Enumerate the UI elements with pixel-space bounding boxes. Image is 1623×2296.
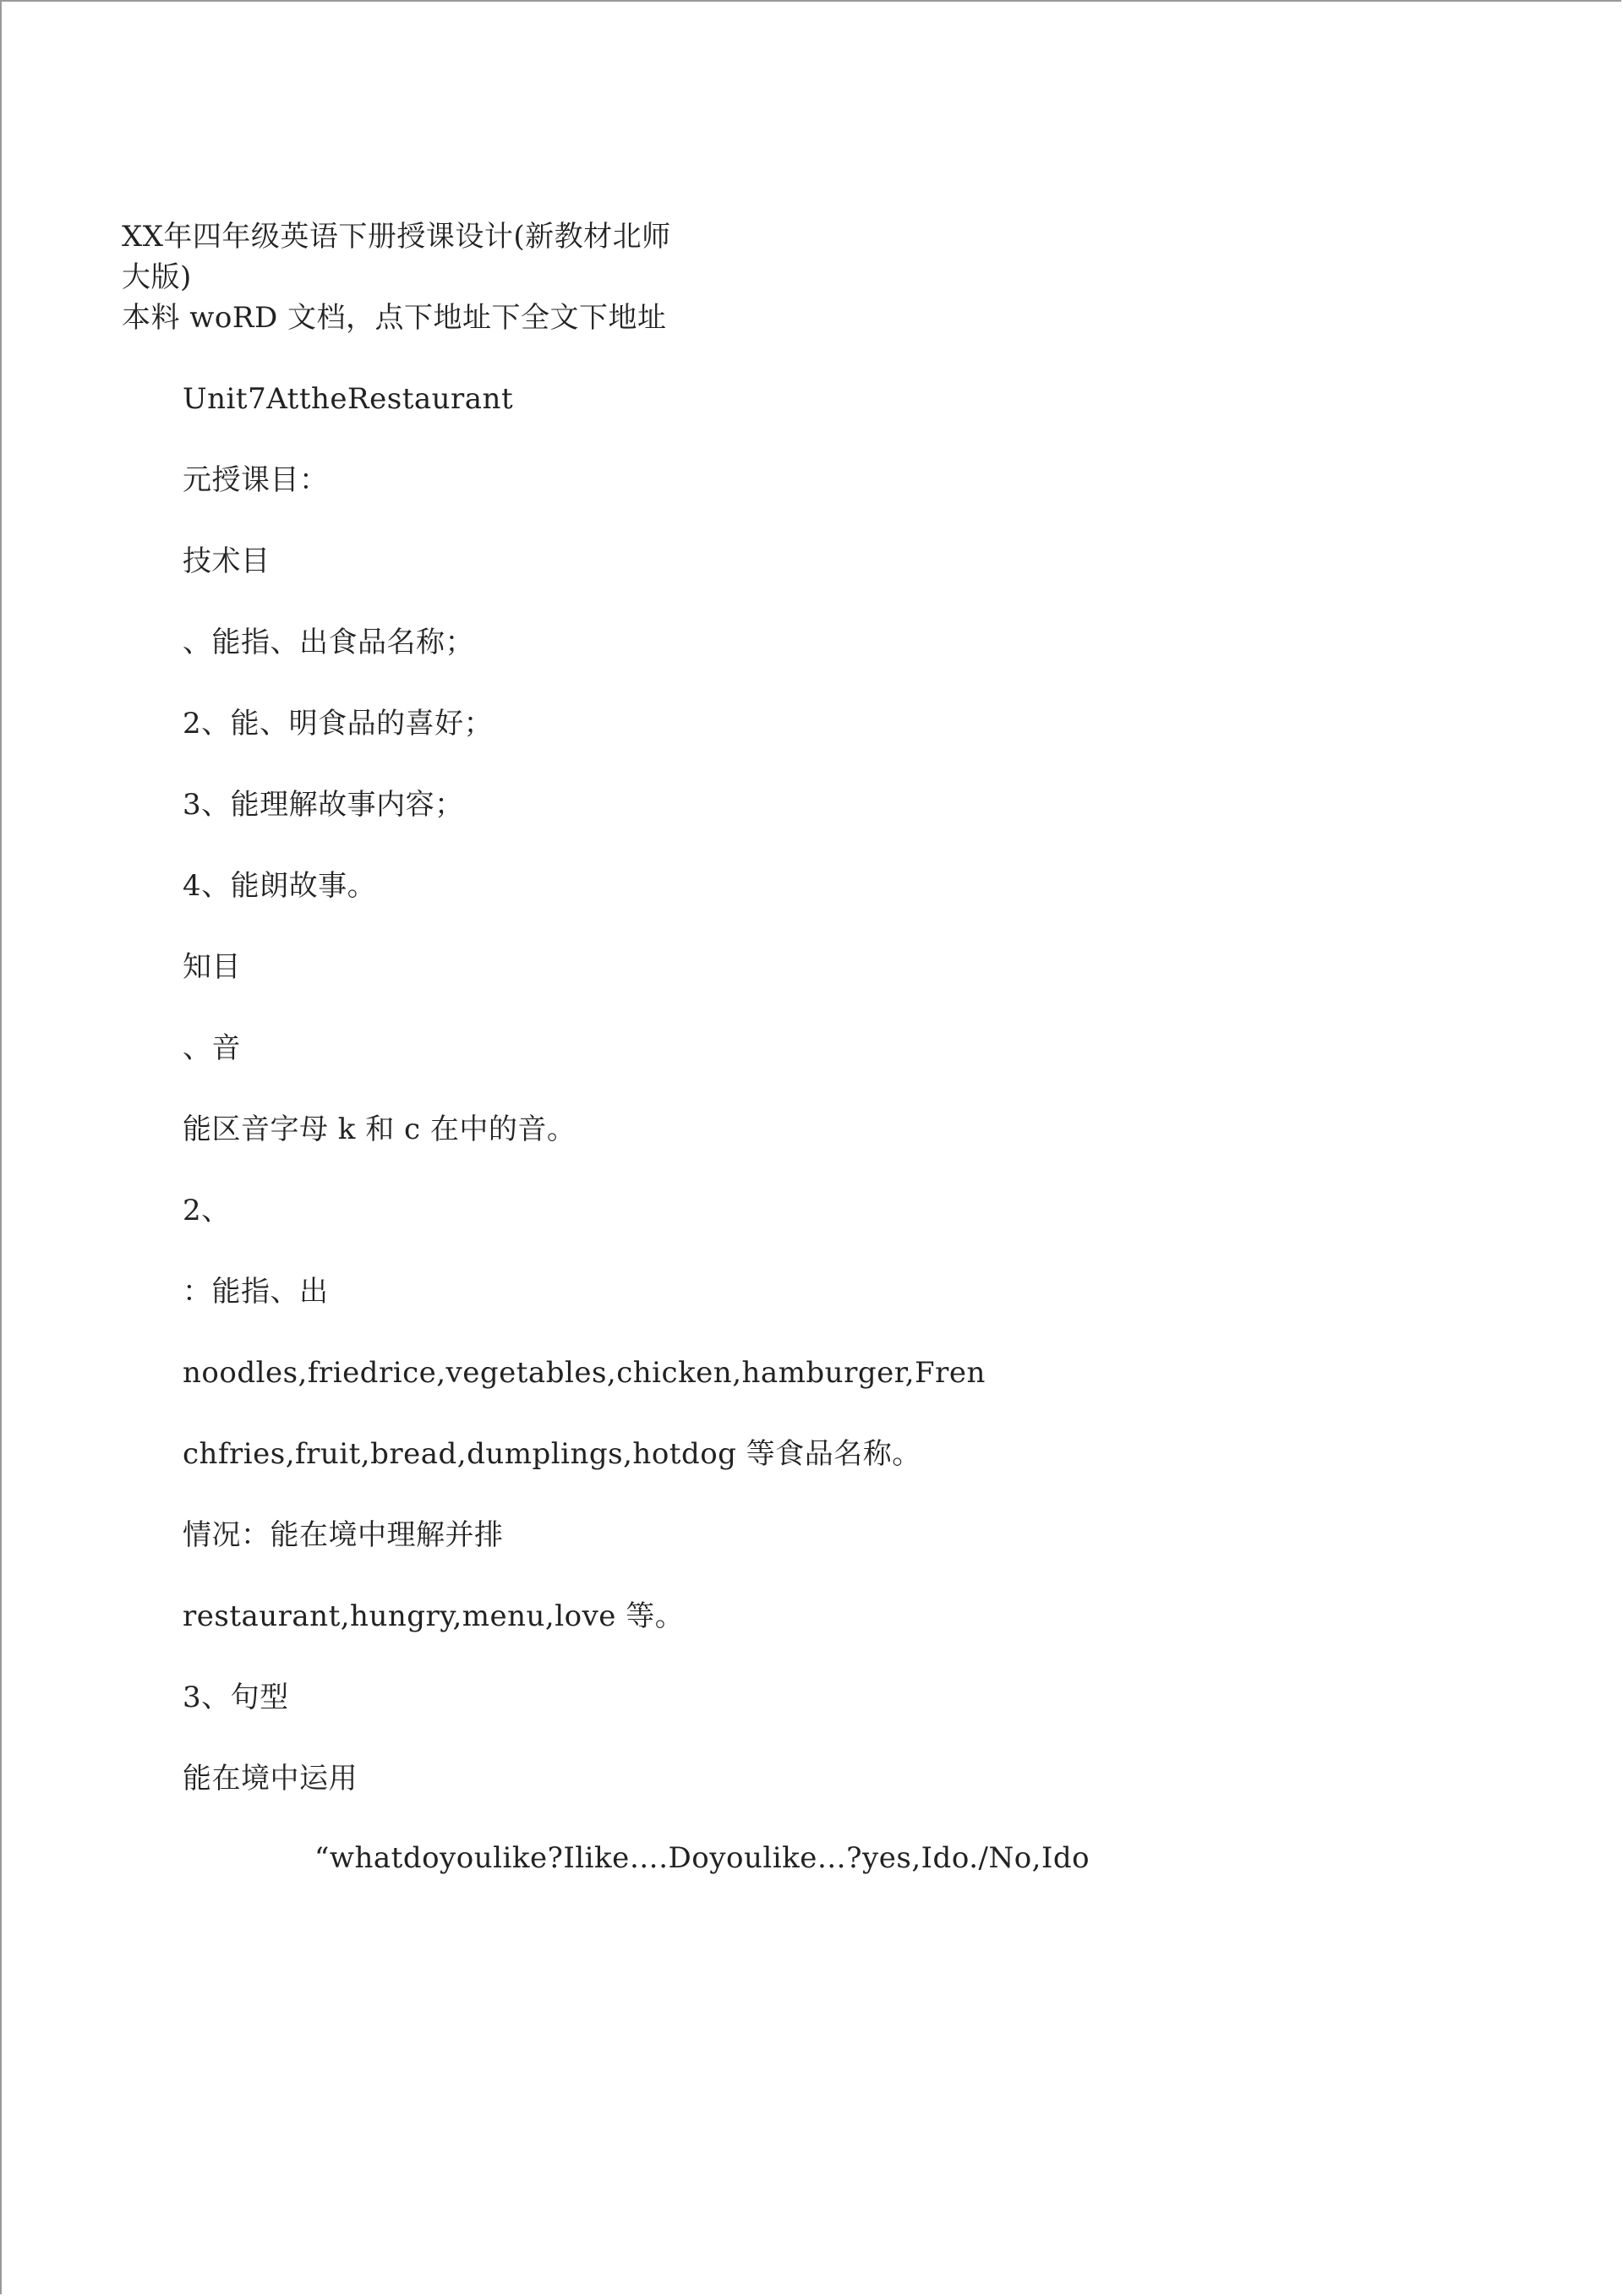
paragraph: 3、能理解故事内容；	[183, 788, 464, 822]
paragraph: noodles,friedrice,vegetables,chicken,hamburger,Fren	[183, 1356, 986, 1390]
paragraph: chfries,fruit,bread,dumplings,hotdog 等食品名称。	[183, 1437, 921, 1471]
paragraph: 4、能朗故事。	[183, 869, 377, 903]
paragraph: 情况：能在境中理解并排	[183, 1518, 504, 1552]
paragraph: 2、	[183, 1194, 231, 1227]
unit-heading: Unit7AttheRestaurant	[183, 382, 514, 416]
paragraph: 、音	[183, 1031, 241, 1065]
paragraph: 能在境中运用	[183, 1762, 358, 1796]
paragraph: 能区音字母 k 和 c 在中的音。	[183, 1112, 577, 1146]
document-title-line-1: XX年四年级英语下册授课设计(新教材北师	[122, 220, 671, 254]
document-subtitle: 本料 woRD 文档，点下地址下全文下地址	[122, 301, 667, 335]
paragraph: restaurant,hungry,menu,love 等。	[183, 1599, 685, 1633]
paragraph: 元授课目：	[183, 463, 329, 497]
paragraph: 、能指、出食品名称；	[183, 626, 474, 659]
paragraph: 3、句型	[183, 1681, 289, 1714]
paragraph: 知目	[183, 950, 241, 984]
quote-line: “whatdoyoulike?Ilike….Doyoulike…?yes,Ido./No,Ido	[314, 1841, 1090, 1875]
document-title-line-2: 大版)	[122, 260, 192, 294]
paragraph: ：能指、出	[183, 1275, 329, 1309]
paragraph: 技术目	[183, 544, 270, 578]
paragraph: 2、能、明食品的喜好；	[183, 707, 494, 741]
